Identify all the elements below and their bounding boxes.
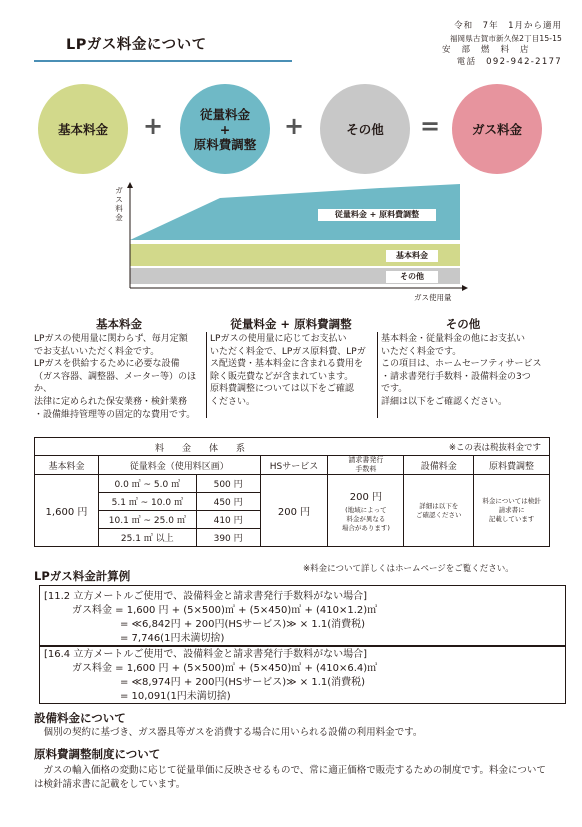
metered-circle-line2: 原料費調整 xyxy=(193,136,257,152)
adjustment-note-line: 記載しています xyxy=(488,515,535,523)
tier-price: 450 円 xyxy=(196,493,260,511)
other-circle-label: その他 xyxy=(346,121,384,137)
calc-ex1-line: = ≪6,842円 + 200円(HSサービス)≫ × 1.1(消費税) xyxy=(120,619,366,630)
base-fee-circle-label: 基本料金 xyxy=(57,121,108,137)
gas-fee-circle xyxy=(452,84,542,174)
x-axis-arrow xyxy=(462,285,468,291)
band-label-metered: 従量料金 + 原料費調整 xyxy=(318,209,436,221)
adjustment-heading: 原料費調整制度について xyxy=(34,747,161,761)
text-line: LPガスを供給するために必要な設備 xyxy=(34,359,180,370)
invoice-note-line: (地域によって xyxy=(345,506,387,514)
text-line: ス配送費・基本料金に含まれる費用を xyxy=(210,359,364,370)
gas-fee-circle-label: ガス料金 xyxy=(471,121,522,137)
chart-x-label: ガス使用量 xyxy=(414,293,452,302)
calc-ex1-title: [11.2 立方メートルご使用で、設備料金と請求書発行手数料がない場合] xyxy=(44,591,368,602)
metered-column-heading: 従量料金 + 原料費調整 xyxy=(230,317,352,331)
calc-ex2-line: ガス料金 = 1,600 円 + (5×500)㎥ + (5×450)㎥ + (410×6.4)㎥ xyxy=(72,663,378,674)
equipment-text: 個別の契約に基づき、ガス器具等ガスを消費する場合に用いられる設備の利用料金です。 xyxy=(43,727,423,738)
text-line: LPガスの使用量に関わらず、毎月定額 xyxy=(34,334,188,344)
text-line: ・請求書発行手数料・設備料金の3つ xyxy=(381,371,531,382)
calc-ex2-title: [16.4 立方メートルご使用で、設備料金と請求書発行手数料がない場合] xyxy=(44,649,368,660)
equipment-heading: 設備料金について xyxy=(34,711,126,725)
base-column-heading: 基本料金 xyxy=(96,317,142,331)
header-invoice-line: 請求書発行 xyxy=(348,456,384,464)
calc-heading: LPガス料金計算例 xyxy=(34,569,131,583)
invoice-fee: 200 円 xyxy=(349,492,382,503)
invoice-note-line: 料金が異なる xyxy=(346,515,386,523)
rate-table-title: 料 金 体 系 xyxy=(155,444,246,454)
page-title: LPガス料金について xyxy=(66,37,207,53)
text-line: ください。 xyxy=(210,396,256,407)
adjustment-note-line: 料金については検針 xyxy=(482,497,541,505)
header-equipment: 設備料金 xyxy=(404,456,474,475)
company-phone: 電話 092-942-2177 xyxy=(456,57,562,67)
metered-circle-plus: + xyxy=(219,121,231,137)
metered-column-text xyxy=(210,333,376,409)
y-axis-arrow xyxy=(127,182,133,188)
header-invoice-line: 手数料 xyxy=(355,465,377,473)
band-label-other: その他 xyxy=(386,271,438,283)
equipment-cell xyxy=(404,475,474,547)
invoice-fee-cell xyxy=(328,475,404,547)
base-fee-circle xyxy=(38,84,128,174)
calc-ex1-line: ガス料金 = 1,600 円 + (5×500)㎥ + (5×450)㎥ + (410×1.2)㎥ xyxy=(72,605,378,616)
other-fee-circle xyxy=(320,84,410,174)
base-column-text xyxy=(34,333,206,421)
rate-table xyxy=(34,437,550,547)
text-line: ・設備維持管理等の固定的な費用です。 xyxy=(34,409,196,420)
text-line: 法律に定められた保安業務・検針業務 xyxy=(34,396,188,407)
adjustment-note-line: 請求書に xyxy=(498,506,525,514)
website-note: ※料金について詳しくはホームページをご覧ください。 xyxy=(303,564,514,574)
text-line: LPガスの使用量に応じてお支払い xyxy=(210,334,347,344)
column-divider xyxy=(377,332,378,418)
tier-price: 390 円 xyxy=(196,529,260,547)
header-adjustment: 原料費調整 xyxy=(474,456,550,475)
company-address: 福岡県古賀市新久保2丁目15-15 xyxy=(449,34,562,43)
metered-fee-circle xyxy=(180,84,270,174)
invoice-note-line: 場合があります) xyxy=(341,524,390,532)
tier-range: 5.1 ㎥ ~ 10.0 ㎥ xyxy=(98,493,196,511)
tier-range: 25.1 ㎥ 以上 xyxy=(98,529,196,547)
calc-ex2-line: = ≪8,974円 + 200円(HSサービス)≫ × 1.1(消費税) xyxy=(120,677,366,688)
chart-y-label: ガス料金 xyxy=(115,186,123,222)
equals-sign: = xyxy=(420,112,441,140)
adjustment-cell xyxy=(474,475,550,547)
tier-range: 10.1 ㎥ ~ 25.0 ㎥ xyxy=(98,511,196,529)
header-base: 基本料金 xyxy=(35,456,99,475)
text-line: 基本料金・従量料金の他にお支払い xyxy=(381,334,526,344)
column-divider xyxy=(206,332,207,418)
title-underline xyxy=(34,60,292,62)
tier-range: 0.0 ㎥ ~ 5.0 ㎥ xyxy=(98,475,196,493)
text-line: いただく料金で、LPガス原料費、LPガ xyxy=(210,346,366,357)
text-line: この項目は、ホームセーフティサービス xyxy=(381,359,542,370)
text-line: です。 xyxy=(381,384,408,395)
text-line: 詳細は以下をご確認ください。 xyxy=(381,396,508,407)
tier-price: 500 円 xyxy=(196,475,260,493)
other-column-heading: その他 xyxy=(445,317,481,331)
calc-ex2-line: = 10,091(1円未満切捨) xyxy=(120,691,231,702)
header-hs: HSサービス xyxy=(260,456,328,475)
hs-fee-cell: 200 円 xyxy=(260,475,328,547)
header-invoice xyxy=(328,456,404,475)
equipment-note-line: ご確認ください xyxy=(415,510,462,519)
band-label-base: 基本料金 xyxy=(386,250,438,262)
calc-ex1-line: = 7,746(1円未満切捨) xyxy=(120,633,225,644)
base-fee-cell: 1,600 円 xyxy=(35,475,99,547)
tier-price: 410 円 xyxy=(196,511,260,529)
other-column-text xyxy=(381,333,549,409)
text-line: 除く販売費などが含まれています。 xyxy=(210,371,354,382)
company-name: 安部燃料店 xyxy=(442,45,540,55)
text-line: いただく料金です。 xyxy=(381,346,462,357)
plus-sign: + xyxy=(284,112,305,140)
text-line: でお支払いいただく料金です。 xyxy=(34,346,160,357)
header-metered: 従量料金（使用料区画） xyxy=(98,456,260,475)
effective-date: 令和 7年 1月から適用 xyxy=(454,21,562,31)
rate-table-title-cell xyxy=(35,438,550,456)
text-line: 原料費調整については以下をご確認 xyxy=(210,384,354,395)
plus-sign: + xyxy=(143,112,164,140)
adjustment-text: ガスの輸入価格の変動に応じて従量単価に反映させるもので、常に適正価格で販売するための制度です。料金については検針請求書に記載をしています。 xyxy=(34,765,546,790)
tax-note: ※この表は税抜料金です xyxy=(448,443,541,453)
text-line: （ガス容器、調整器、メーター等）のほか、 xyxy=(34,371,197,395)
equipment-note-line: 詳細は以下を xyxy=(419,501,459,510)
metered-circle-line1: 従量料金 xyxy=(199,106,250,122)
